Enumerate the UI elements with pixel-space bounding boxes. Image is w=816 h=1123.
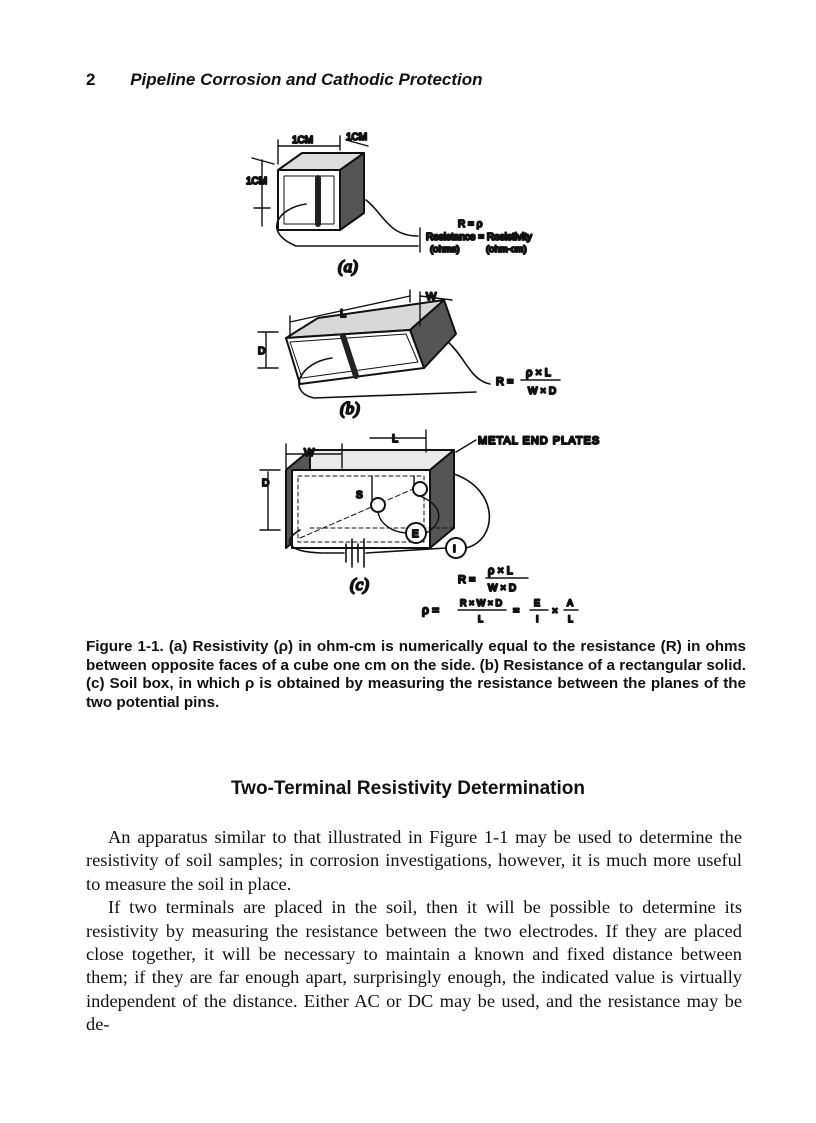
panel-a-dim-left: 1CM [246, 176, 268, 187]
panel-c-formula1-left: R = [458, 574, 476, 586]
panel-a-legend-1: Resistance = Resistivity [426, 232, 532, 243]
panel-b-formula-den: W × D [528, 386, 557, 397]
panel-c-pin-label: S [356, 490, 363, 501]
figure-caption [86, 638, 746, 712]
paragraph-2: If two terminals are placed in the soil, then it will be possible to determine its resistivity by measuring the resistance between the two electrodes. If they are placed close together, it will be necessary to maintain a known and fixed distance between them; if they are far enough apart, surprisingly enough, the indicated value is virtually independent of the distance. Either AC or DC may be used, and the resistance may be de- [86, 897, 742, 1035]
panel-c-dim-depth: D [262, 478, 270, 489]
caption-text: (a) Resistivity (ρ) in ohm-cm is numerically equal to the resistance (R) in ohms between opposite faces of a cube one cm on the side. (b) Resistance of a rectangular solid. (c) Soil box, in which ρ is obtained by measuring the resistance between the planes of the two potential pins. [86, 638, 746, 711]
page-number: 2 [86, 70, 96, 89]
panel-c-formula2-left: ρ = [422, 603, 440, 617]
panel-c-formula2-den1: L [478, 614, 484, 624]
panel-a-dim-right: 1CM [346, 132, 368, 143]
panel-c-formula2-den2: I [536, 614, 539, 624]
panel-c-formula2-den3: L [568, 614, 574, 624]
panel-c-formula2-eq: = [513, 605, 520, 617]
panel-c-meter-e: E [412, 529, 419, 540]
panel-a-legend-2b: (ohm-cm) [486, 244, 527, 255]
paragraph-1: An apparatus similar to that illustrated in Figure 1-1 may be used to determine the resistivity of soil samples; in corrosion investigations, however, it is much more useful to measure the soil in place. [86, 827, 742, 894]
panel-c-formula2-num2: E [534, 598, 541, 608]
body-text [86, 826, 742, 1037]
panel-a-label: (a) [338, 257, 358, 276]
panel-c-dim-width: W [304, 447, 315, 459]
panel-a-cube [252, 136, 420, 252]
caption-label: Figure 1-1. [86, 638, 164, 655]
panel-a-legend-2a: (ohms) [430, 244, 460, 255]
panel-c-formula1-den: W × D [488, 583, 517, 594]
panel-c-dim-length: L [392, 433, 399, 445]
panel-b-label: (b) [340, 399, 360, 418]
panel-b-formula-left: R = [496, 376, 514, 388]
panel-c-label: (c) [350, 575, 369, 594]
book-title: Pipeline Corrosion and Cathodic Protection [130, 70, 483, 89]
panel-a-dim-top: 1CM [292, 135, 314, 146]
panel-a-formula: R = ρ [458, 219, 483, 230]
panel-b-dim-depth: D [258, 346, 266, 357]
panel-c-formula2-num1: R × W × D [460, 598, 503, 608]
panel-c-plates-label: METAL END PLATES [478, 435, 601, 447]
panel-c-meter-i: I [453, 544, 456, 555]
panel-b-dim-length: L [340, 308, 347, 320]
panel-c-formula1-num: ρ × L [488, 565, 513, 577]
panel-b-formula-num: ρ × L [526, 367, 551, 379]
section-title: Two-Terminal Resistivity Determination [230, 778, 586, 799]
panel-b-block [258, 290, 560, 398]
panel-b-dim-width: W [426, 291, 437, 303]
panel-c-formula2-num3: A [567, 598, 574, 608]
panel-c-formula2-x: × [552, 606, 558, 617]
